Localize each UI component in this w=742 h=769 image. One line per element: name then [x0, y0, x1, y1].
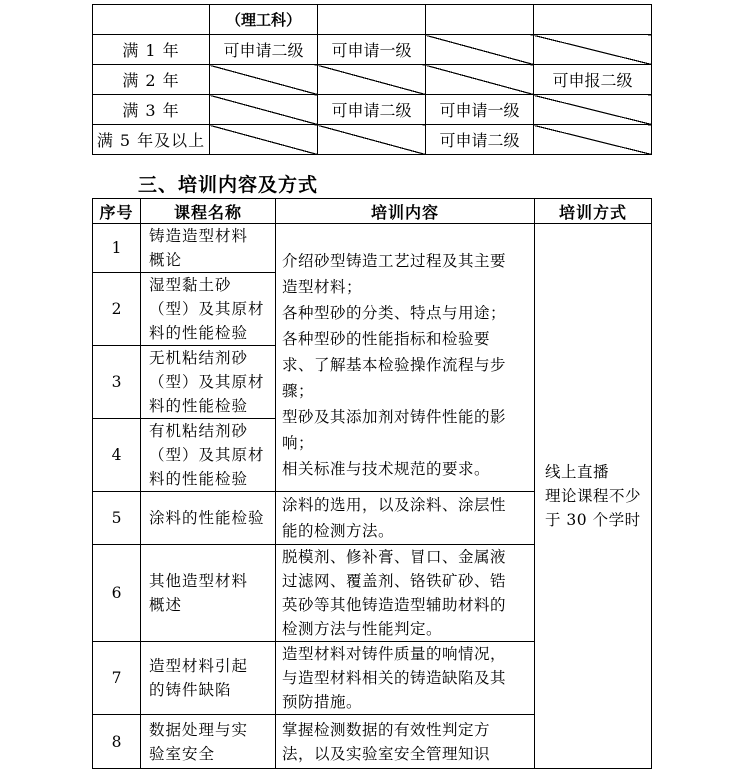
- qualification-table: [92, 4, 652, 155]
- table-row: [93, 35, 652, 65]
- table-cell: 可申报二级: [534, 65, 652, 95]
- content-line: 造型材料；: [282, 277, 363, 296]
- header-method: 培训方式: [535, 199, 652, 224]
- header-course-name: 课程名称: [141, 199, 276, 224]
- course-name-line: 的铸件缺陷: [149, 681, 232, 699]
- table-cell-slashed: [426, 65, 534, 95]
- course-name-line: 造型材料引起: [149, 657, 249, 675]
- table-cell-slashed: [534, 35, 652, 65]
- category-label: （理工科）: [210, 5, 318, 35]
- table-cell-empty: [93, 5, 210, 35]
- row-label: 满 2 年: [93, 65, 210, 95]
- row-label: 满 1 年: [93, 35, 210, 65]
- table-row: [93, 224, 652, 273]
- table-cell-slashed: [210, 65, 318, 95]
- row-number: 2: [93, 273, 141, 346]
- content-line: 求、了解基本检验操作流程与步: [282, 355, 507, 374]
- table-cell: 可申请一级: [426, 95, 534, 125]
- course-name-line: 湿型黏土砂: [149, 276, 232, 294]
- course-name: [141, 419, 276, 492]
- table-cell: 可申请二级: [318, 95, 426, 125]
- course-name-line: 料的性能检验: [149, 470, 249, 488]
- content-line: 介绍砂型铸造工艺过程及其主要: [282, 251, 507, 270]
- course-name-line: 数据处理与实: [149, 720, 249, 739]
- content-line: 英砂等其他铸造造型辅助材料的: [282, 596, 507, 614]
- course-name: [141, 492, 276, 545]
- row-number: 5: [93, 492, 141, 545]
- content-line: 各种型砂的性能指标和检验要: [282, 329, 491, 348]
- section-title: 三、培训内容及方式: [138, 174, 319, 196]
- table-row: [93, 95, 652, 125]
- table-cell-slashed: [210, 95, 318, 125]
- table-cell-slashed: [318, 125, 426, 155]
- course-name-line: 料的性能检验: [149, 397, 249, 415]
- table-row: [93, 5, 652, 35]
- table-cell-slashed: [210, 125, 318, 155]
- table-row: [93, 65, 652, 95]
- header-no: 序号: [93, 199, 141, 224]
- course-content: [276, 545, 535, 642]
- content-line: 各种型砂的分类、特点与用途；: [282, 303, 507, 322]
- table-cell-empty: [534, 5, 652, 35]
- table-header-row: [93, 199, 652, 224]
- content-line: 相关标准与技术规范的要求。: [282, 459, 491, 478]
- course-name-line: （型）及其原材: [149, 373, 265, 391]
- course-name-line: 概论: [149, 251, 183, 269]
- course-content: [276, 642, 535, 715]
- course-name-line: （型）及其原材: [149, 300, 265, 318]
- course-name: [141, 346, 276, 419]
- row-number: 6: [93, 545, 141, 642]
- course-name-line: 涂料的性能检验: [149, 509, 265, 527]
- course-content: [276, 492, 535, 545]
- row-number: 8: [93, 715, 141, 769]
- row-number: 7: [93, 642, 141, 715]
- course-name-line: 无机粘结剂砂: [149, 349, 249, 367]
- table-cell-slashed: [534, 95, 652, 125]
- row-number: 1: [93, 224, 141, 273]
- course-name-line: 铸造造型材料: [149, 227, 249, 245]
- course-content: [276, 715, 535, 769]
- table-cell: 可申请二级: [426, 125, 534, 155]
- content-line: 检测方法与性能判定。: [282, 620, 443, 638]
- table-cell-slashed: [534, 125, 652, 155]
- content-line: 骤；: [282, 381, 315, 400]
- table-cell-empty: [426, 5, 534, 35]
- method-line: 于 30 个学时: [545, 511, 641, 529]
- content-line: 造型材料对铸件质量的响情况，: [282, 645, 507, 663]
- content-line: 过滤网、覆盖剂、铬铁矿砂、锆: [282, 572, 507, 590]
- course-name: [141, 642, 276, 715]
- course-name: [141, 545, 276, 642]
- row-number: 3: [93, 346, 141, 419]
- table-row: [93, 125, 652, 155]
- course-name-line: 有机粘结剂砂: [149, 422, 249, 440]
- course-name: [141, 715, 276, 769]
- table-cell-slashed: [426, 35, 534, 65]
- table-cell: 可申请一级: [318, 35, 426, 65]
- content-line: 脱模剂、修补膏、冒口、金属液: [282, 548, 507, 566]
- content-line: 预防措施。: [282, 693, 363, 711]
- row-label: 满 5 年及以上: [93, 125, 210, 155]
- content-line: 涂料的选用，以及涂料、涂层性: [282, 496, 507, 514]
- table-cell: 可申请二级: [210, 35, 318, 65]
- header-content: 培训内容: [276, 199, 535, 224]
- method-line: 线上直播: [545, 463, 610, 481]
- method-line: 理论课程不少: [545, 487, 642, 505]
- course-name-line: 概述: [149, 596, 183, 614]
- course-name: [141, 224, 276, 273]
- content-line: 掌握检测数据的有效性判定方: [282, 720, 491, 739]
- training-content-table: [92, 198, 652, 769]
- training-method: [535, 224, 652, 769]
- course-name-line: 料的性能检验: [149, 324, 249, 342]
- table-cell-empty: [318, 5, 426, 35]
- row-label: 满 3 年: [93, 95, 210, 125]
- course-content: [276, 224, 535, 492]
- course-name-line: 其他造型材料: [149, 572, 249, 590]
- content-line: 法，以及实验室安全管理知识: [282, 744, 491, 763]
- content-line: 与造型材料相关的铸造缺陷及其: [282, 669, 507, 687]
- content-line: 响；: [282, 433, 315, 452]
- table-cell-slashed: [318, 65, 426, 95]
- course-name: [141, 273, 276, 346]
- course-name-line: 验室安全: [149, 744, 216, 763]
- course-name-line: （型）及其原材: [149, 446, 265, 464]
- row-number: 4: [93, 419, 141, 492]
- content-line: 型砂及其添加剂对铸件性能的影: [282, 407, 507, 426]
- content-line: 能的检测方法。: [282, 522, 395, 540]
